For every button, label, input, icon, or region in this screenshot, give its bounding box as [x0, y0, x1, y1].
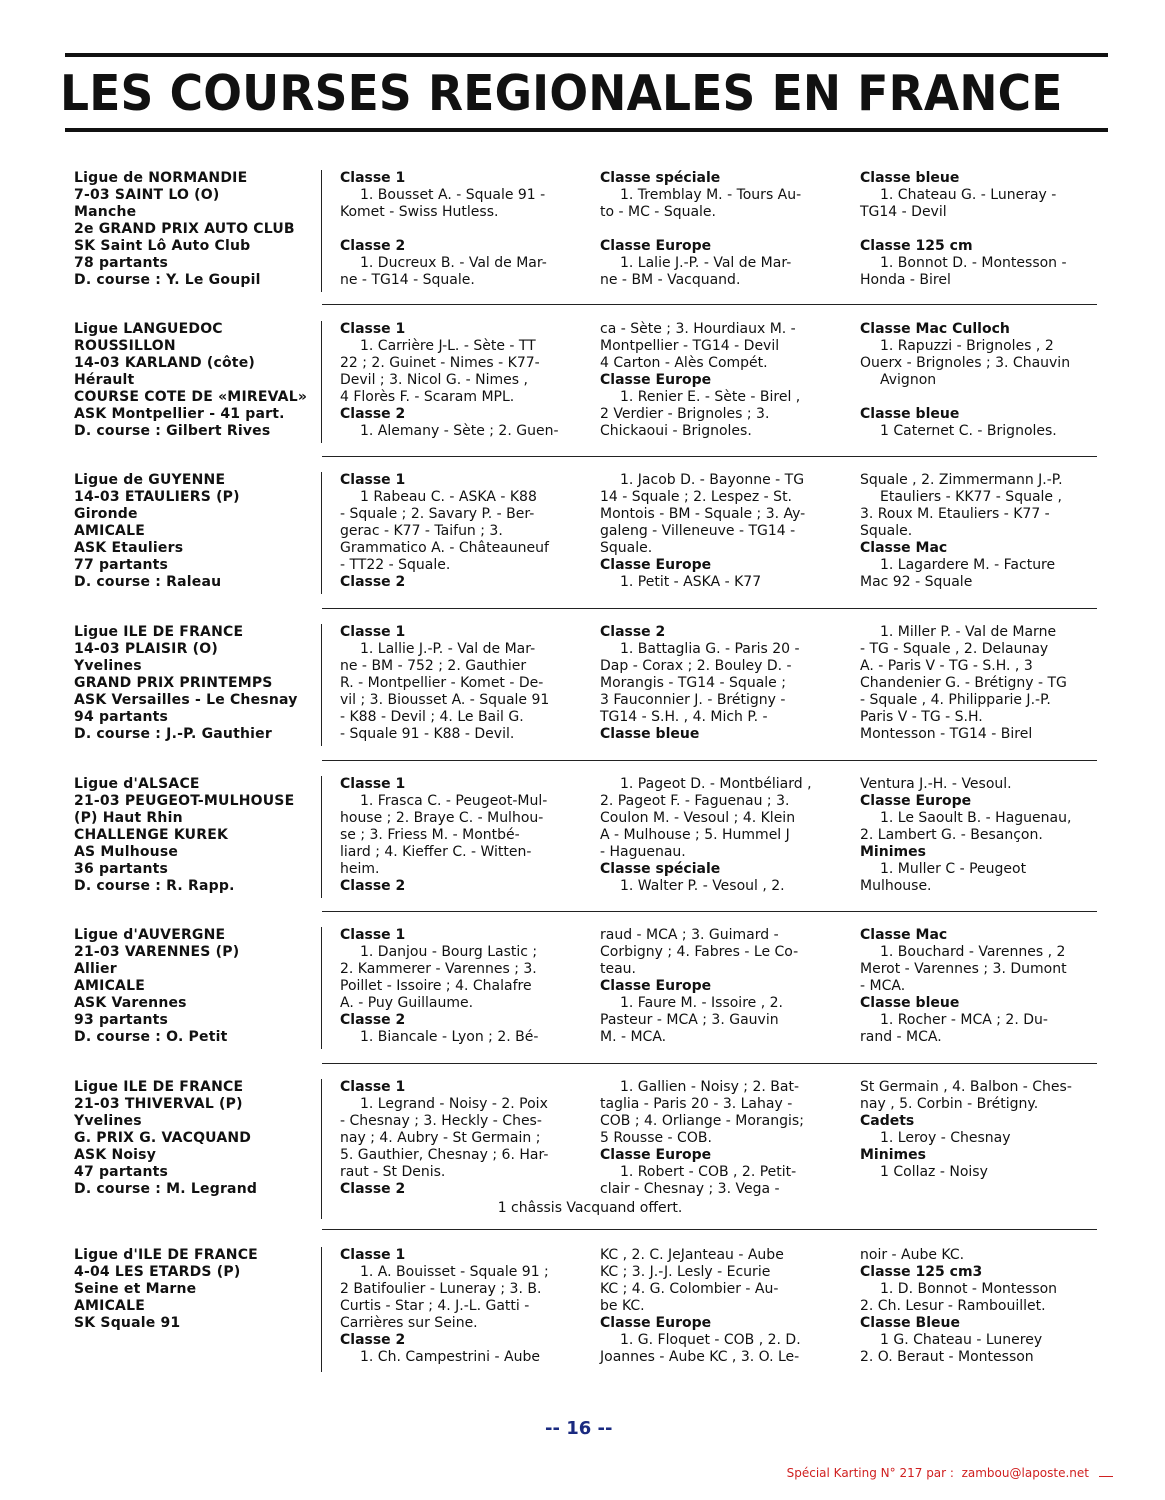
result-line: heim.	[340, 861, 380, 877]
race-info-line: D. course : O. Petit	[74, 1029, 228, 1045]
class-heading: Cadets	[860, 1113, 915, 1129]
class-heading: Classe 2	[340, 238, 406, 254]
result-line: Chandenier G. - Brétigny - TG	[860, 675, 1067, 691]
race-info-line: D. course : Raleau	[74, 574, 222, 590]
result-line: Mulhouse.	[860, 878, 932, 894]
result-line: R. - Montpellier - Komet - De-	[340, 675, 544, 691]
result-line: Coulon M. - Vesoul ; 4. Klein	[600, 810, 796, 826]
result-line: TG14 - Devil	[860, 204, 947, 220]
result-line: taglia - Paris 20 - 3. Lahay -	[600, 1096, 793, 1112]
result-line: - Squale ; 2. Savary P. - Ber-	[340, 506, 535, 522]
race-info	[74, 1247, 324, 1332]
race-info-line: 21-03 THIVERVAL (P)	[74, 1096, 243, 1112]
race-info	[74, 472, 324, 591]
footer-email: zambou@laposte.net	[961, 1466, 1089, 1480]
class-heading: Classe 2	[340, 406, 406, 422]
result-line: 1. Faure M. - Issoire , 2.	[620, 995, 783, 1011]
results-column	[340, 1247, 575, 1366]
results-column	[600, 170, 835, 289]
page-number: -- 16 --	[545, 1418, 613, 1439]
results-column	[340, 321, 575, 440]
race-info-line: 78 partants	[74, 255, 169, 271]
result-line: 5. Gauthier, Chesnay ; 6. Har-	[340, 1147, 549, 1163]
result-line: liard ; 4. Kieffer C. - Witten-	[340, 844, 532, 860]
result-line: Montois - BM - Squale ; 3. Ay-	[600, 506, 806, 522]
result-line: vil ; 3. Biousset A. - Squale 91	[340, 692, 550, 708]
result-line: Mac 92 - Squale	[860, 574, 973, 590]
race-info	[74, 321, 324, 440]
result-line: 1. Renier E. - Sète - Birel ,	[620, 389, 801, 405]
result-line: 5 Rousse - COB.	[600, 1130, 712, 1146]
class-heading: Classe 2	[340, 574, 406, 590]
class-heading: Classe bleue	[860, 995, 960, 1011]
result-line: 1. Biancale - Lyon ; 2. Bé-	[360, 1029, 539, 1045]
class-heading: Classe spéciale	[600, 170, 721, 186]
result-line: 1 Collaz - Noisy	[880, 1164, 988, 1180]
race-info	[74, 1079, 324, 1198]
result-line: - Chesnay ; 3. Heckly - Ches-	[340, 1113, 542, 1129]
race-info-line: 14-03 KARLAND (côte)	[74, 355, 255, 371]
class-heading: Classe bleue	[860, 406, 960, 422]
result-line: Devil ; 3. Nicol G. - Nimes ,	[340, 372, 528, 388]
section-separator	[322, 1229, 1097, 1230]
result-line: Squale.	[860, 523, 913, 539]
result-line: 1. Miller P. - Val de Marne	[880, 624, 1057, 640]
class-heading: Classe bleue	[600, 726, 700, 742]
race-info-line: SK Squale 91	[74, 1315, 181, 1331]
result-line: 1. Ducreux B. - Val de Mar-	[360, 255, 547, 271]
race-section	[0, 776, 1165, 898]
result-line: KC ; 4. G. Colombier - Au-	[600, 1281, 779, 1297]
result-line	[600, 221, 835, 238]
race-info-line: 47 partants	[74, 1164, 169, 1180]
result-line: noir - Aube KC.	[860, 1247, 965, 1263]
result-line: 2. Lambert G. - Besançon.	[860, 827, 1043, 843]
result-line: Poillet - Issoire ; 4. Chalafre	[340, 978, 532, 994]
result-line: 22 ; 2. Guinet - Nimes - K77-	[340, 355, 540, 371]
race-info-line: Ligue LANGUEDOC	[74, 321, 223, 337]
result-line: be KC.	[600, 1298, 645, 1314]
race-section	[0, 624, 1165, 746]
results-column	[860, 1079, 1100, 1198]
results-column	[600, 1247, 835, 1366]
race-section	[0, 1247, 1165, 1372]
result-line: COB ; 4. Orliange - Morangis;	[600, 1113, 804, 1129]
race-info-line: 93 partants	[74, 1012, 169, 1028]
class-heading: Classe 125 cm3	[860, 1264, 983, 1280]
result-line: 1. Tremblay M. - Tours Au-	[620, 187, 802, 203]
class-heading: Classe 1	[340, 170, 406, 186]
results-column	[860, 1247, 1100, 1366]
result-line: 1. A. Bouisset - Squale 91 ;	[360, 1264, 549, 1280]
race-info-line: 21-03 PEUGEOT-MULHOUSE	[74, 793, 295, 809]
race-info-line: SK Saint Lô Auto Club	[74, 238, 251, 254]
result-line: 1. Rocher - MCA ; 2. Du-	[880, 1012, 1048, 1028]
result-line: 1. Le Saoult B. - Haguenau,	[880, 810, 1072, 826]
race-info-line: 77 partants	[74, 557, 169, 573]
result-line: raud - MCA ; 3. Guimard -	[600, 927, 779, 943]
result-line: raut - St Denis.	[340, 1164, 446, 1180]
race-info-line: ASK Montpellier - 41 part.	[74, 406, 285, 422]
race-section	[0, 321, 1165, 443]
result-line: clair - Chesnay ; 3. Vega -	[600, 1181, 780, 1197]
class-heading: Classe 1	[340, 1247, 406, 1263]
result-line: St Germain , 4. Balbon - Ches-	[860, 1079, 1072, 1095]
class-heading: Classe Europe	[600, 1315, 712, 1331]
result-line: Etauliers - KK77 - Squale ,	[880, 489, 1062, 505]
race-info-line: ASK Versailles - Le Chesnay	[74, 692, 298, 708]
class-heading: Classe 1	[340, 776, 406, 792]
result-line: 1. Chateau G. - Luneray -	[880, 187, 1057, 203]
class-heading: Classe 2	[340, 1012, 406, 1028]
results-column	[600, 321, 835, 440]
footer-label: Spécial Karting N° 217 par :	[786, 1466, 954, 1480]
result-line: ca - Sète ; 3. Hourdiaux M. -	[600, 321, 796, 337]
race-info-line: (P) Haut Rhin	[74, 810, 183, 826]
race-info-line: Allier	[74, 961, 117, 977]
race-info-line: D. course : M. Legrand	[74, 1181, 258, 1197]
results-column	[340, 1079, 575, 1198]
result-line	[860, 389, 1100, 406]
section-note: 1 châssis Vacquand offert.	[497, 1200, 683, 1216]
race-info-line: G. PRIX G. VACQUAND	[74, 1130, 252, 1146]
footer-credit	[787, 1466, 1113, 1480]
result-line: Ventura J.-H. - Vesoul.	[860, 776, 1012, 792]
result-line: Honda - Birel	[860, 272, 951, 288]
race-info-line: ASK Varennes	[74, 995, 187, 1011]
class-heading: Minimes	[860, 844, 926, 860]
result-line: Chickaoui - Brignoles.	[600, 423, 752, 439]
result-line: - Squale 91 - K88 - Devil.	[340, 726, 515, 742]
class-heading: Classe Mac	[860, 927, 948, 943]
class-heading: Classe 2	[340, 1181, 406, 1197]
class-heading: Classe 2	[340, 1332, 406, 1348]
race-info-line: 2e GRAND PRIX AUTO CLUB	[74, 221, 295, 237]
class-heading: Classe 1	[340, 1079, 406, 1095]
race-info-line: Yvelines	[74, 1113, 142, 1129]
result-line: 1. Pageot D. - Montbéliard ,	[620, 776, 812, 792]
result-line: ne - BM - 752 ; 2. Gauthier	[340, 658, 527, 674]
race-info-line: D. course : J.-P. Gauthier	[74, 726, 272, 742]
result-line: 1. Alemany - Sète ; 2. Guen-	[360, 423, 559, 439]
result-line: 1. Bousset A. - Squale 91 -	[360, 187, 546, 203]
race-info-line: Ligue d'ALSACE	[74, 776, 200, 792]
result-line: Squale , 2. Zimmermann J.-P.	[860, 472, 1063, 488]
result-line: 4 Carton - Alès Compét.	[600, 355, 768, 371]
result-line: 1. Battaglia G. - Paris 20 -	[620, 641, 800, 657]
result-line: Grammatico A. - Châteauneuf	[340, 540, 549, 556]
class-heading: Classe bleue	[860, 170, 960, 186]
race-info-line: 21-03 VARENNES (P)	[74, 944, 240, 960]
results-column	[340, 624, 575, 743]
class-heading: Classe Europe	[600, 238, 712, 254]
result-line: gerac - K77 - Taifun ; 3.	[340, 523, 503, 539]
class-heading: Classe 1	[340, 321, 406, 337]
results-column	[600, 1079, 835, 1198]
race-info-line: ROUSSILLON	[74, 338, 176, 354]
result-line: Pasteur - MCA ; 3. Gauvin	[600, 1012, 779, 1028]
result-line: - MCA.	[860, 978, 906, 994]
result-line: A - Mulhouse ; 5. Hummel J	[600, 827, 790, 843]
race-info-line: 7-03 SAINT LO (O)	[74, 187, 220, 203]
result-line: 2. Ch. Lesur - Rambouillet.	[860, 1298, 1046, 1314]
result-line: M. - MCA.	[600, 1029, 667, 1045]
result-line: 1. Ch. Campestrini - Aube	[360, 1349, 540, 1365]
race-info-line: 4-04 LES ETARDS (P)	[74, 1264, 241, 1280]
result-line: 1. Rapuzzi - Brignoles , 2	[880, 338, 1054, 354]
section-separator	[322, 608, 1097, 609]
results-column	[340, 927, 575, 1046]
result-line: Dap - Corax ; 2. Bouley D. -	[600, 658, 792, 674]
result-line: nay ; 4. Aubry - St Germain ;	[340, 1130, 541, 1146]
class-heading: Classe 1	[340, 472, 406, 488]
result-line: Montesson - TG14 - Birel	[860, 726, 1033, 742]
results-column	[600, 776, 835, 895]
race-section	[0, 472, 1165, 594]
result-line: 1 Caternet C. - Brignoles.	[880, 423, 1057, 439]
result-line: 1. Robert - COB , 2. Petit-	[620, 1164, 797, 1180]
race-info-line: Hérault	[74, 372, 135, 388]
result-line: - TT22 - Squale.	[340, 557, 451, 573]
race-section	[0, 1079, 1165, 1219]
race-info-line: AMICALE	[74, 1298, 145, 1314]
footer-underline	[1099, 1476, 1113, 1477]
result-line: Merot - Varennes ; 3. Dumont	[860, 961, 1067, 977]
class-heading: Classe Bleue	[860, 1315, 960, 1331]
page-title: LES COURSES REGIONALES EN FRANCE	[60, 65, 1063, 122]
race-info-line: AMICALE	[74, 523, 145, 539]
race-info	[74, 776, 324, 895]
race-info-line: D. course : Y. Le Goupil	[74, 272, 261, 288]
result-line	[860, 221, 1100, 238]
race-info-line: AMICALE	[74, 978, 145, 994]
result-line: 14 - Squale ; 2. Lespez - St.	[600, 489, 793, 505]
results-column	[600, 624, 835, 743]
class-heading: Classe 2	[600, 624, 666, 640]
race-info-line: D. course : Gilbert Rives	[74, 423, 271, 439]
section-separator	[322, 304, 1097, 305]
result-line: se ; 3. Friess M. - Montbé-	[340, 827, 520, 843]
result-line: Joannes - Aube KC , 3. O. Le-	[600, 1349, 800, 1365]
result-line: 1. Carrière J-L. - Sète - TT	[360, 338, 536, 354]
race-info-line: AS Mulhouse	[74, 844, 179, 860]
race-info-line: Ligue ILE DE FRANCE	[74, 1079, 244, 1095]
result-line: Curtis - Star ; 4. J.-L. Gatti -	[340, 1298, 530, 1314]
result-line: - TG - Squale , 2. Delaunay	[860, 641, 1049, 657]
result-line: Corbigny ; 4. Fabres - Le Co-	[600, 944, 799, 960]
result-line: A. - Paris V - TG - S.H. , 3	[860, 658, 1033, 674]
result-line: house ; 2. Braye C. - Mulhou-	[340, 810, 544, 826]
result-line: A. - Puy Guillaume.	[340, 995, 474, 1011]
race-info-line: ASK Noisy	[74, 1147, 157, 1163]
results-column	[340, 776, 575, 895]
results-column	[860, 776, 1100, 895]
race-info-line: 14-03 ETAULIERS (P)	[74, 489, 240, 505]
race-info-line: Ligue de GUYENNE	[74, 472, 226, 488]
result-line: nay , 5. Corbin - Brétigny.	[860, 1096, 1039, 1112]
class-heading: Classe spéciale	[600, 861, 721, 877]
results-column	[340, 170, 575, 289]
result-line: 1. Gallien - Noisy ; 2. Bat-	[620, 1079, 799, 1095]
race-info-line: GRAND PRIX PRINTEMPS	[74, 675, 273, 691]
race-info-line: Ligue d'ILE DE FRANCE	[74, 1247, 258, 1263]
results-column	[600, 472, 835, 591]
result-line: 3 Fauconnier J. - Brétigny -	[600, 692, 786, 708]
result-line: 1. Bouchard - Varennes , 2	[880, 944, 1066, 960]
result-line: 1. Frasca C. - Peugeot-Mul-	[360, 793, 548, 809]
top-rule	[65, 53, 1108, 57]
result-line: teau.	[600, 961, 637, 977]
result-line: KC , 2. C. JeJanteau - Aube	[600, 1247, 784, 1263]
result-line: - Haguenau.	[600, 844, 686, 860]
race-info-line: Ligue d'AUVERGNE	[74, 927, 226, 943]
class-heading: Minimes	[860, 1147, 926, 1163]
result-line: 4 Florès F. - Scaram MPL.	[340, 389, 515, 405]
result-line: 1. Walter P. - Vesoul , 2.	[620, 878, 785, 894]
result-line: 1. Jacob D. - Bayonne - TG	[620, 472, 805, 488]
result-line: 1. Lallie J.-P. - Val de Mar-	[360, 641, 536, 657]
result-line: 2. O. Beraut - Montesson	[860, 1349, 1034, 1365]
race-info	[74, 170, 324, 289]
results-column	[860, 472, 1100, 591]
result-line: to - MC - Squale.	[600, 204, 716, 220]
result-line: 1 G. Chateau - Lunerey	[880, 1332, 1043, 1348]
race-info-line: Seine et Marne	[74, 1281, 197, 1297]
race-info-line: COURSE COTE DE «MIREVAL»	[74, 389, 308, 405]
race-info-line: 94 partants	[74, 709, 169, 725]
result-line: Squale.	[600, 540, 653, 556]
result-line: 2 Batifoulier - Luneray ; 3. B.	[340, 1281, 542, 1297]
results-column	[860, 321, 1100, 440]
result-line: 1 Rabeau C. - ASKA - K88	[360, 489, 537, 505]
race-info-line: 14-03 PLAISIR (O)	[74, 641, 218, 657]
result-line: Carrières sur Seine.	[340, 1315, 478, 1331]
class-heading: Classe 125 cm	[860, 238, 973, 254]
class-heading: Classe Mac Culloch	[860, 321, 1010, 337]
result-line: - K88 - Devil ; 4. Le Bail G.	[340, 709, 524, 725]
race-info-line: Gironde	[74, 506, 138, 522]
race-info-line: ASK Etauliers	[74, 540, 184, 556]
result-line	[860, 1181, 1100, 1198]
section-separator	[322, 760, 1097, 761]
results-column	[860, 624, 1100, 743]
class-heading: Classe Europe	[600, 557, 712, 573]
class-heading: Classe 1	[340, 927, 406, 943]
result-line: Paris V - TG - S.H.	[860, 709, 983, 725]
results-column	[860, 927, 1100, 1046]
result-line: 1. Danjou - Bourg Lastic ;	[360, 944, 538, 960]
class-heading: Classe Europe	[600, 1147, 712, 1163]
result-line: Morangis - TG14 - Squale ;	[600, 675, 786, 691]
title-underline	[65, 128, 1108, 132]
result-line: 1. Legrand - Noisy - 2. Poix	[360, 1096, 548, 1112]
result-line: 1. D. Bonnot - Montesson	[880, 1281, 1058, 1297]
class-heading: Classe 1	[340, 624, 406, 640]
result-line: 1. Bonnot D. - Montesson -	[880, 255, 1067, 271]
class-heading: Classe 2	[340, 878, 406, 894]
section-separator	[322, 456, 1097, 457]
result-line: ne - TG14 - Squale.	[340, 272, 475, 288]
results-column	[860, 170, 1100, 289]
result-line: - Squale , 4. Philipparie J.-P.	[860, 692, 1051, 708]
section-separator	[322, 911, 1097, 912]
result-line: 1. Leroy - Chesnay	[880, 1130, 1011, 1146]
results-column	[340, 472, 575, 591]
result-line: Ouerx - Brignoles ; 3. Chauvin	[860, 355, 1071, 371]
class-heading: Classe Europe	[860, 793, 972, 809]
result-line: 1. Lalie J.-P. - Val de Mar-	[620, 255, 792, 271]
race-info-line: Ligue de NORMANDIE	[74, 170, 248, 186]
race-info-line: 36 partants	[74, 861, 169, 877]
race-info-line: CHALLENGE KUREK	[74, 827, 229, 843]
race-info-line: Yvelines	[74, 658, 142, 674]
class-heading: Classe Europe	[600, 978, 712, 994]
race-info-line: D. course : R. Rapp.	[74, 878, 235, 894]
result-line: TG14 - S.H. , 4. Mich P. -	[600, 709, 768, 725]
class-heading: Classe Mac	[860, 540, 948, 556]
result-line: 2 Verdier - Brignoles ; 3.	[600, 406, 770, 422]
race-section	[0, 170, 1165, 292]
result-line: rand - MCA.	[860, 1029, 942, 1045]
result-line: KC ; 3. J.-J. Lesly - Ecurie	[600, 1264, 771, 1280]
result-line	[340, 221, 575, 238]
class-heading: Classe Europe	[600, 372, 712, 388]
section-separator	[322, 1063, 1097, 1064]
result-line: Montpellier - TG14 - Devil	[600, 338, 780, 354]
result-line: galeng - Villeneuve - TG14 -	[600, 523, 796, 539]
result-line: 3. Roux M. Etauliers - K77 -	[860, 506, 1050, 522]
result-line: ne - BM - Vacquand.	[600, 272, 741, 288]
race-info-line: Ligue ILE DE FRANCE	[74, 624, 244, 640]
result-line: 1. Lagardere M. - Facture	[880, 557, 1056, 573]
race-info	[74, 624, 324, 743]
race-section	[0, 927, 1165, 1049]
result-line: 1. Muller C - Peugeot	[880, 861, 1027, 877]
result-line: 1. Petit - ASKA - K77	[620, 574, 762, 590]
result-line: 2. Pageot F. - Faguenau ; 3.	[600, 793, 790, 809]
race-info-line: Manche	[74, 204, 137, 220]
result-line: Komet - Swiss Hutless.	[340, 204, 499, 220]
result-line: 2. Kammerer - Varennes ; 3.	[340, 961, 537, 977]
results-column	[600, 927, 835, 1046]
result-line: 1. G. Floquet - COB , 2. D.	[620, 1332, 801, 1348]
race-info	[74, 927, 324, 1046]
result-line: Avignon	[880, 372, 937, 388]
